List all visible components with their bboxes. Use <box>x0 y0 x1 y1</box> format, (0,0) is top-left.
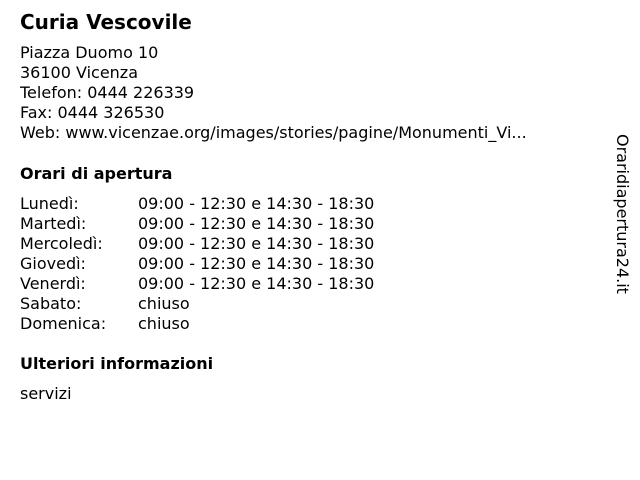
hours-time: chiuso <box>138 294 190 313</box>
more-info-heading: Ulteriori informazioni <box>20 354 214 373</box>
phone-number: Telefon: 0444 226339 <box>20 83 195 102</box>
hours-day: Venerdì: <box>20 274 86 293</box>
hours-time: 09:00 - 12:30 e 14:30 - 18:30 <box>138 254 375 273</box>
hours-time: 09:00 - 12:30 e 14:30 - 18:30 <box>138 194 375 213</box>
hours-time: 09:00 - 12:30 e 14:30 - 18:30 <box>138 274 375 293</box>
opening-hours-heading: Orari di apertura <box>20 164 173 183</box>
listing-title: Curia Vescovile <box>20 10 192 34</box>
postal-city: 36100 Vicenza <box>20 63 139 82</box>
brand-watermark: Oraridiapertura24.it <box>613 134 632 294</box>
hours-row-wednesday <box>20 234 374 254</box>
hours-row-tuesday <box>20 214 374 234</box>
hours-day: Sabato: <box>20 294 82 313</box>
hours-row-saturday <box>20 294 374 314</box>
hours-day: Giovedì: <box>20 254 86 273</box>
hours-time: chiuso <box>138 314 190 333</box>
hours-row-thursday <box>20 254 374 274</box>
more-info-text: servizi <box>20 384 72 403</box>
opening-hours-table <box>20 194 374 334</box>
hours-day: Martedì: <box>20 214 87 233</box>
contact-details <box>20 43 590 143</box>
hours-row-monday <box>20 194 374 214</box>
hours-day: Mercoledì: <box>20 234 103 253</box>
street-address: Piazza Duomo 10 <box>20 43 159 62</box>
website-link[interactable]: Web: www.vicenzae.org/images/stories/pagine/Monumenti_Vi... <box>20 123 527 142</box>
hours-day: Lunedì: <box>20 194 79 213</box>
hours-row-friday <box>20 274 374 294</box>
fax-number: Fax: 0444 326530 <box>20 103 165 122</box>
hours-time: 09:00 - 12:30 e 14:30 - 18:30 <box>138 234 375 253</box>
hours-time: 09:00 - 12:30 e 14:30 - 18:30 <box>138 214 375 233</box>
hours-day: Domenica: <box>20 314 107 333</box>
hours-row-sunday <box>20 314 374 334</box>
